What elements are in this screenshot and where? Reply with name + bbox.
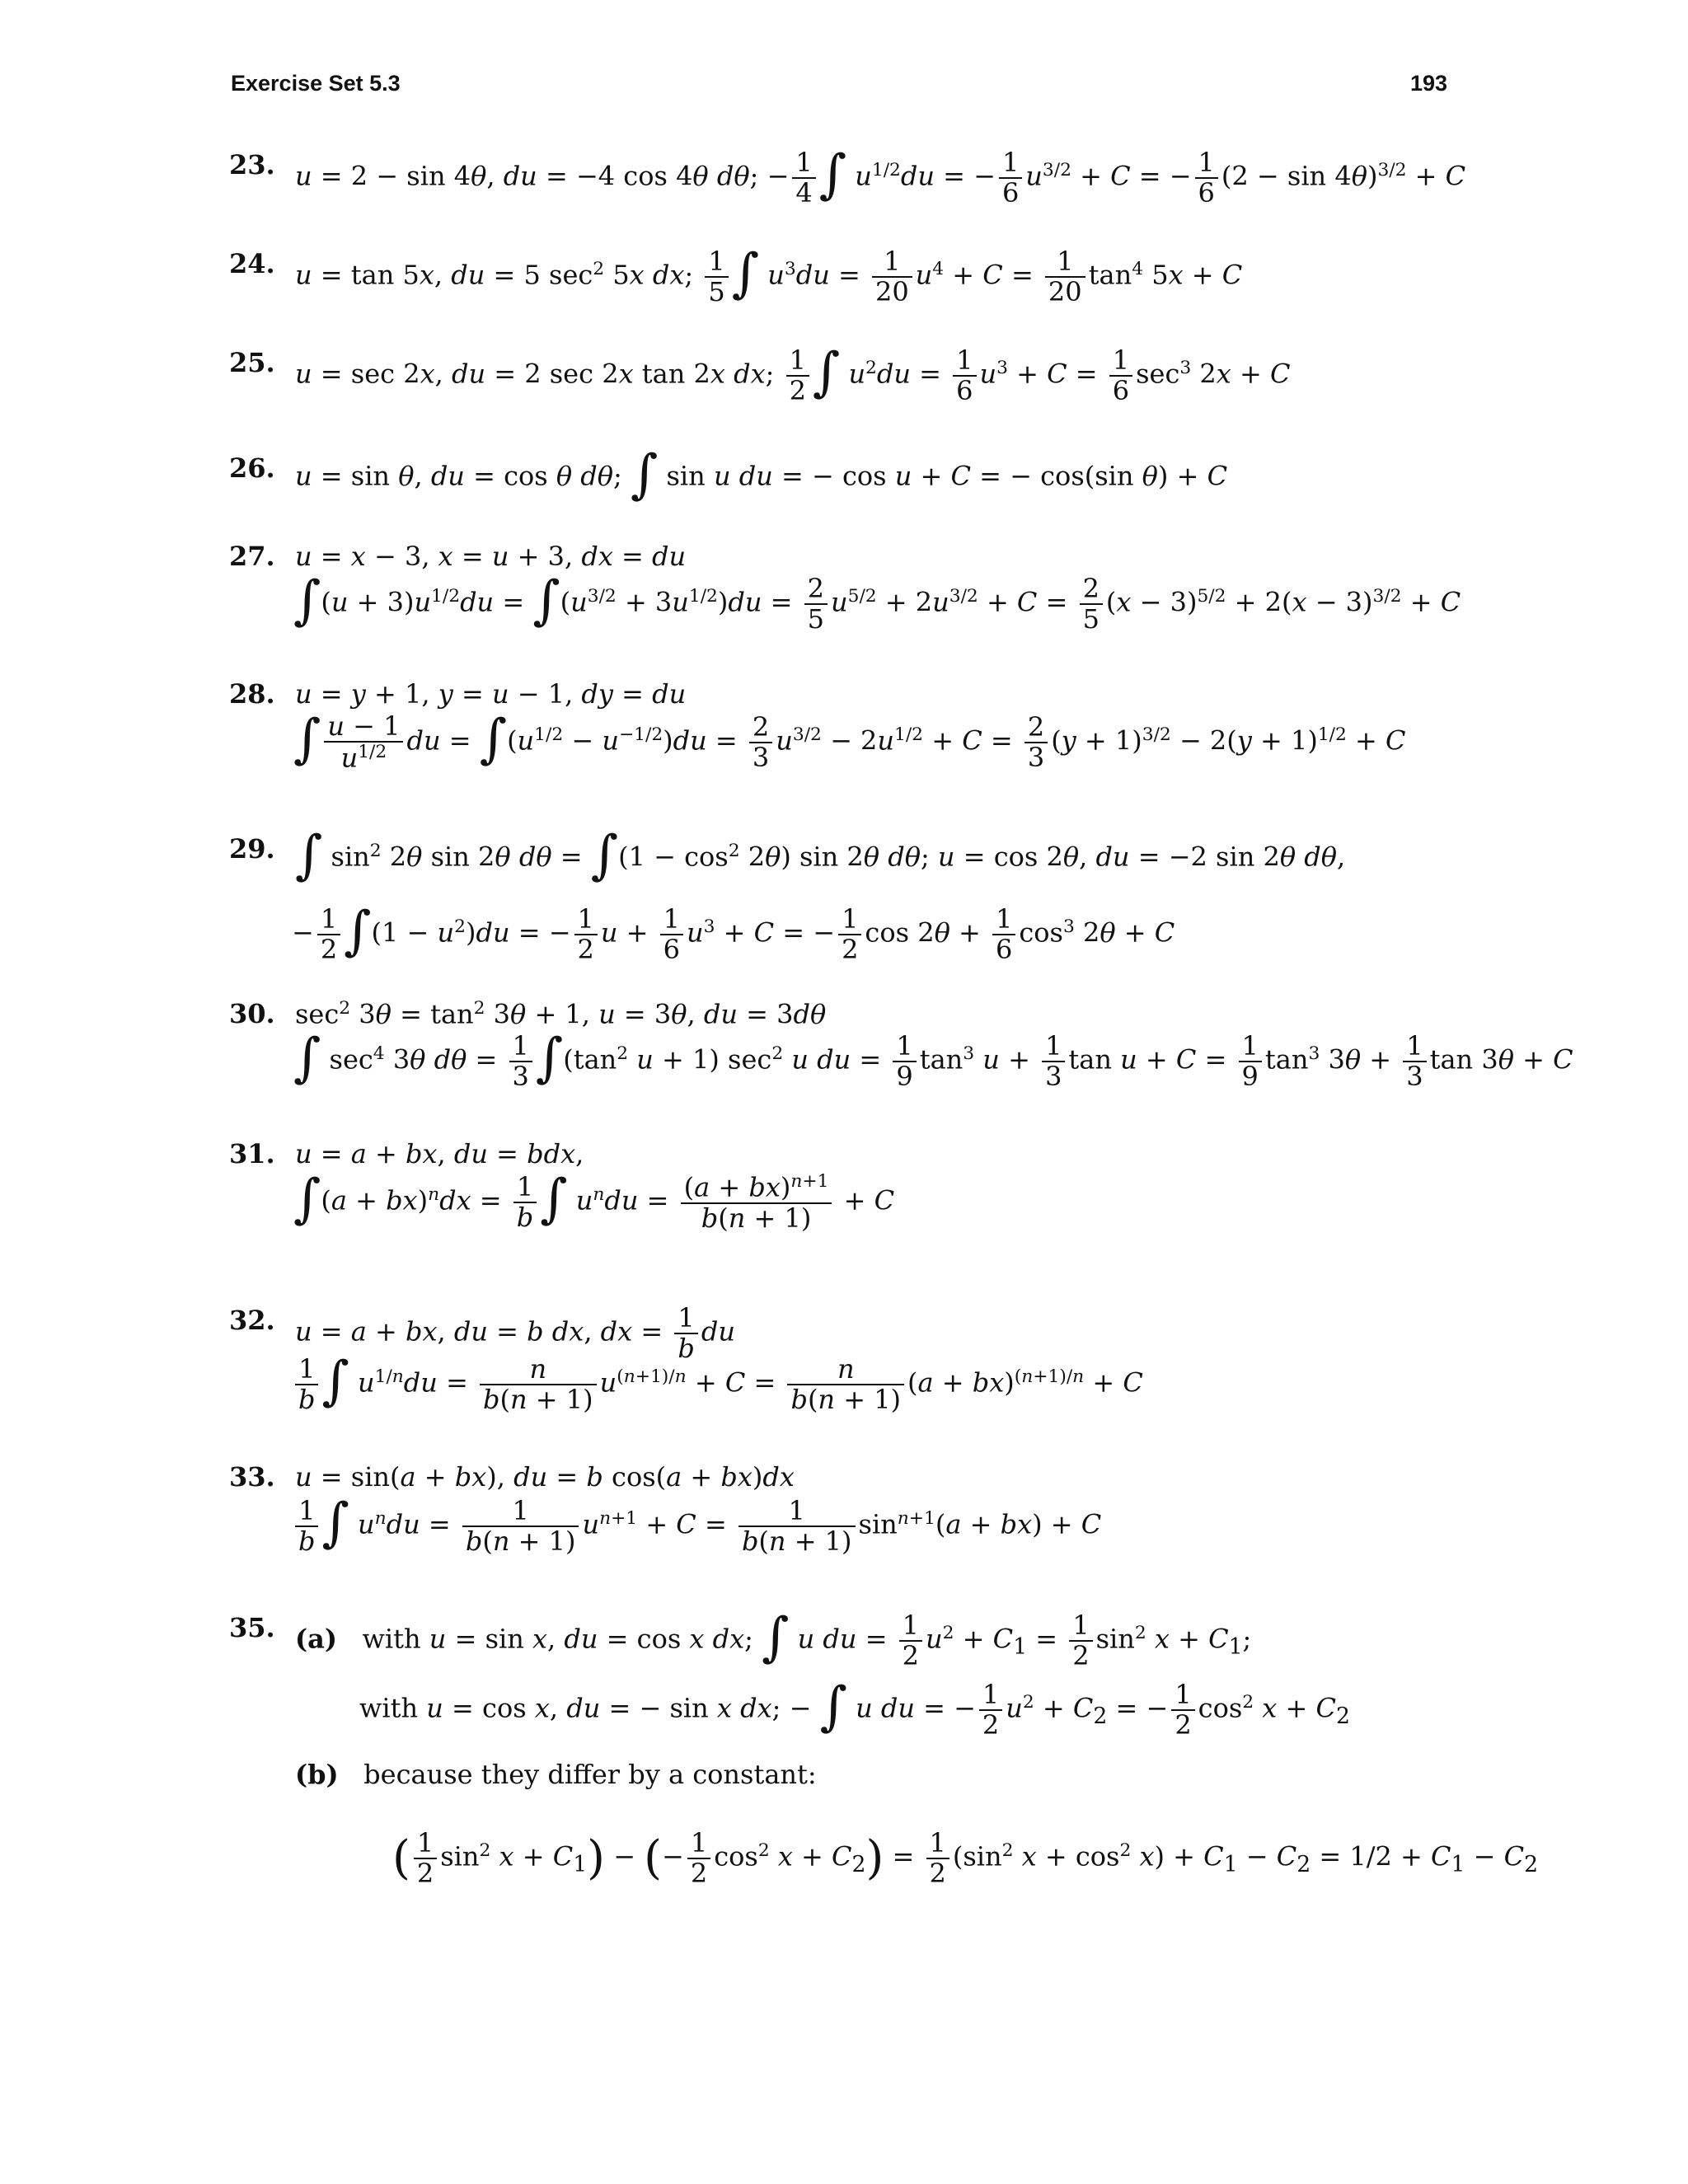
problem-number: 30.	[229, 998, 275, 1029]
part-a-label: (a)	[295, 1623, 338, 1655]
problem-solution: u = sin(a + bx), du = b cos(a + bx)dx $\frac{1}{b}$ ∫ $u^ndu$ = $\frac{1}{b(n + 1)}$ $u^{n+1} + C$ = $\frac{1}{b(n + 1)}$ $\sin^{n+1}(a + bx) + C$	[295, 1461, 1102, 1558]
problem-solution: u = 2 − sin 4θ, du = −4 cos 4θ dθ; − $\frac{1}{4}$ ∫ $u^{1/2}du$ = − $\frac{1}{6}$ $u^{3/2} + C$ = − $\frac{1}{6}$ $(2 - \sin 4\theta)^{3/2} + C$	[295, 144, 1466, 209]
page-number: 193	[1409, 71, 1447, 96]
with-label: with	[362, 1623, 421, 1655]
problem-number: 32.	[229, 1305, 275, 1336]
page-header-section: Exercise Set 5.3	[231, 71, 401, 96]
with-label-2: with	[359, 1692, 419, 1724]
problem-solution: u = y + 1, y = u − 1, dy = du ∫ $\frac{u - 1}{u^{1/2}}$ du = $\int(u^{1/2} - u^{-1/2})du$ = $\frac{2}{3}$ $u^{3/2} - 2u^{1/2} + C$ = $\frac{2}{3}$ $(y + 1)^{3/2} - 2(y + 1)^{1/2} + C$	[293, 678, 1406, 774]
problem-solution: (a) with u = sin x, du = cos x dx; ∫ u du = $\frac{1}{2}$ $u^2 + C_1$ = $\frac{1}{2}$ $\sin^2 x + C_1$; with u = cos x, du = − sin x dx; − ∫ u du = − $\frac{1}{2}$ $u^2 + C_2$ = − $\frac{1}{2}$ $\cos^2 x + C_2$ (b) because they differ by a constant: ( $\frac{1}{2}$ $\sin^2 x + C_1$) − (− $\frac{1}{2}$ $\cos^2 x + C_2$) = $\frac{1}{2}$ ($\sin^2$ $x + \cos^2 x) + C_1 - C_2 = 1/2 + C_1 - C_2$	[295, 1607, 1539, 1890]
problem-number: 26.	[229, 452, 275, 484]
problem-solution: u = tan 5x, du = 5 $\sec^2 5x$ dx; $\frac{1}{5}$ ∫ $u^3du$ = $\frac{1}{20}$ $u^4 + C$ = $\frac{1}{20}$ $\tan^4 5x + C$	[295, 243, 1243, 308]
problem-number: 28.	[229, 678, 275, 710]
problem-number: 23.	[229, 149, 275, 180]
problem-number: 24.	[229, 248, 275, 279]
problem-number: 33.	[229, 1461, 275, 1493]
problem-solution: u = a + bx, du = b dx, dx = $\frac{1}{b}$ du $\frac{1}{b}$ ∫ $u^{1/n}du$ = $\frac{n}{b(n + 1)}$ $u^{(n+1)/n} + C$ = $\frac{n}{b(n + 1)}$ (a + bx)$^{(n+1)/n}$ + C	[295, 1302, 1143, 1416]
problem-number: 31.	[229, 1138, 275, 1169]
problem-solution: $\sec^2 3\theta = \tan^2 3\theta + 1$, u = 3θ, du = 3dθ ∫ $\sec^4 3\theta$ dθ = $\frac{1}{3}$ $\int(\tan^2$ u + 1) $\sec^2 u$ du = $\frac{1}{9}$ $\tan^3 u$ + $\frac{1}{3}$ tan u + C = $\frac{1}{9}$ $\tan^3 3\theta$ + $\frac{1}{3}$ tan 3θ + C	[293, 998, 1573, 1093]
problem-number: 35.	[229, 1612, 275, 1643]
part-b-label: (b)	[295, 1759, 339, 1790]
problem-number: 25.	[229, 347, 275, 378]
problem-number: 27.	[229, 541, 275, 572]
problem-number: 29.	[229, 833, 275, 865]
problem-solution: ∫ $\sin^2 2\theta$ sin 2θ $d\theta = \int(1 - \cos^2 2\theta)$ sin 2θ dθ; u = cos 2θ, du = −2 sin 2θ dθ, − $\frac{1}{2}$ $\int(1 - u^2)du$ = − $\frac{1}{2}$ u + $\frac{1}{6}$ $u^3 + C$ = − $\frac{1}{2}$ cos 2θ + $\frac{1}{6}$ $\cos^3 2\theta + C$	[292, 825, 1346, 966]
problem-solution: u = sin θ, du = cos θ dθ; ∫ sin u du = − cos u + C = − cos(sin θ) + C	[295, 444, 1228, 505]
problem-solution: u = sec 2x, du = 2 sec 2x tan 2x dx; $\frac{1}{2}$ ∫ $u^2du$ = $\frac{1}{6}$ $u^3 + C$ = $\frac{1}{6}$ $\sec^3 2x + C$	[295, 342, 1291, 407]
problem-solution: u = a + bx, du = bdx, ∫(a + bx)$^n$dx = $\frac{1}{b}$ ∫ $u^ndu$ = $\frac{(a + bx)^{n+1}}{b(n + 1)}$ + C	[293, 1138, 895, 1234]
because-text: because they differ by a constant:	[363, 1759, 817, 1790]
problem-solution: u = x − 3, x = u + 3, dx = du $\int(u + 3)u^{1/2}du = \int(u^{3/2} + 3u^{1/2})du$ = $\frac{2}{5}$ $u^{5/2} + 2u^{3/2} + C$ = $\frac{2}{5}$ $(x - 3)^{5/2} + 2(x - 3)^{3/2} + C$	[293, 541, 1461, 635]
